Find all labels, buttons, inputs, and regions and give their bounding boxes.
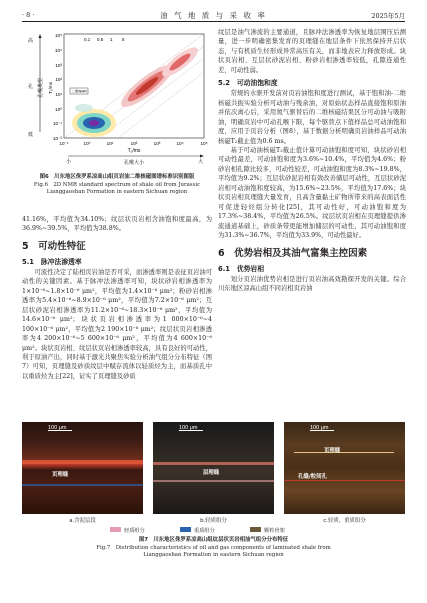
fig7-legend	[110, 527, 330, 535]
section-6-heading: 6 优势岩相及其油气富集主控因素	[218, 247, 368, 259]
y-tick: 10³	[55, 63, 62, 68]
scale-bar-label: 100 μm	[310, 425, 329, 431]
t1t2-label-2: 1	[110, 37, 113, 42]
fig6-caption-cn: 图6 川东地区侏罗系凉高山组页岩油二维核磁图谱标准识别图版	[39, 174, 195, 180]
page-header	[22, 8, 405, 22]
y-label: 孔喉类型	[38, 77, 44, 99]
legend-2dnmr: 二维NMR	[71, 89, 87, 94]
t1t2-label-0: 0.1	[84, 37, 91, 42]
section-5-1-heading: 5.1 脉冲法渗透率	[22, 257, 82, 266]
page-number: · 8 ·	[22, 11, 35, 19]
fig6-x-ticks	[59, 141, 207, 146]
fig6-caption-en-2: Lianggaoshan Formation in eastern Sichuan region	[46, 189, 188, 195]
t1t2-label-1: 0.5	[97, 37, 104, 42]
panel-b-label: 层理缝	[203, 470, 220, 476]
fig7-panel-a	[22, 422, 143, 514]
fig6-y-ticks	[53, 33, 63, 141]
fig7-sub-b: b.轻质组分	[200, 518, 227, 524]
left-top: 高	[28, 38, 34, 44]
panel-c-label-1: 页理缝	[324, 448, 341, 454]
legend-swatch-heavy	[180, 527, 191, 532]
x-tick: 10⁻¹	[59, 141, 69, 146]
y-tick: 10⁻¹	[52, 121, 62, 126]
x-tick: 10³	[153, 141, 161, 146]
legend-swatch-light	[110, 527, 121, 532]
panel-a-label: 页理缝	[52, 472, 69, 478]
paragraph: 41.16%，平均值为34.10%；纹层状页岩相含油饱和度最高，为36.9%~39.5%，平均值为38.8%。	[22, 216, 212, 233]
legend-swatch-grain	[250, 527, 261, 532]
paragraph: 常规的水驱开发前对页岩油饱和度进行测试，基于饱和油-二维核磁共振实验分析可动油与残余油，对原始状态样品直接饱和原油并依次离心后，采用氮气驱替后的二维核磁结果区分可动油与吸附油，明确页岩中可动孔喉下限，每个驱替点下值样品总可动油饱和度，应用于页岩分析（图8），基于数据分析明确页岩油样品可动油核磁T₂截止值为0.6 ms。	[218, 90, 406, 145]
y-tick: 10⁵	[54, 33, 62, 38]
fig7-caption-cn: 图7 川东地区侏罗系凉高山组纹层状页岩相油气组分分布特征	[138, 537, 289, 543]
y-unit: T₂/ms	[48, 82, 53, 94]
paragraph: 可流性决定了陆相页岩油是否可采，而渗透率则是表征页岩油可动性的关键因素。基于脉冲法渗透率可知，块状砂岩相渗透率为1×10⁻⁶~1.8×10⁻⁶ μm²，平均值为1.4×10⁻⁶ μm²；粉砂岩相渗透率为5.4×10⁻⁶~8.9×10⁻⁶ μm²，平均值为7.2×10⁻⁶ μm²；互层状砂泥岩相渗透率为11.2×10⁻⁶~18.3×10⁻⁶ μm²，平均值为14.6×10⁻⁶ μm²；块状页岩相渗透率为1 000×10⁻⁶~4 100×10⁻⁶ μm²，平均值为2 190×10⁻⁶ μm²；纹层状页岩相渗透率为4 200×10⁻⁶~5 600×10⁻⁶ μm²，平均值为4 600×10⁻⁶ μm²。块状页岩相、纹层状页岩相渗透率较高，具有良好的可动性，利于原油产出，同时基于激光共聚焦实验分析油气组分分布特征（图7）可知，页理缝及砂质纹层中赋存流体以轻质烃为主，而基质孔中以重质烃为主[22]，证实了页理缝及砂质	[22, 268, 212, 380]
section-5-heading: 5 可动性特征	[22, 240, 86, 252]
panel-c-label-2: 孔缝/粒间孔	[298, 474, 327, 480]
x-tick: 10⁰	[83, 141, 91, 146]
x-tick: 10⁵	[200, 141, 208, 146]
scale-bar-label: 100 μm	[179, 425, 198, 431]
x-label: 孔喉大小	[123, 160, 145, 166]
y-tick: 10¹	[55, 92, 62, 97]
fig7-panel-b	[153, 422, 274, 514]
left-bot: 低	[28, 132, 34, 138]
scale-bar-label: 100 μm	[48, 425, 67, 431]
paragraph: 基于可动油核磁T₂截止值计算可动油饱和度可知，块状砂岩相可动性最差，可动油饱和度为3.6%~10.4%，平均值为4.6%；粉砂岩相孔隙比较多，可动性较差，可动油饱和度为8.3%~19.8%，平均值为9.2%；互层状砂泥岩相有效改善储层可动性，互层状砂泥岩相可动油饱和度较高，为15.6%~23.5%，平均值为17.6%；块状页岩相页理缝大量发育，且高含量黏土矿物所带来的高表面活性可促进轻烃组分转化[25]，其可动性好，可动油饱和度为17.3%~38.4%，平均值为26.5%。纹层状页岩相在页理缝提供渗流通道基础上，砂质条带更能增加储层的可动性，其可动油饱和度为31.3%~36.7%，平均值为33.9%，可动性最好。	[218, 146, 406, 240]
x-unit: T₁/ms	[127, 148, 141, 154]
figure-6	[22, 28, 212, 213]
y-tick: 10⁰	[55, 107, 62, 112]
x-tick: 10¹	[106, 141, 114, 146]
left-column	[22, 215, 212, 381]
left-mid: 孔	[28, 84, 34, 90]
journal-title: 油 气 地 质 与 采 收 率	[160, 11, 267, 20]
legend-heavy: 重质组分	[194, 528, 215, 534]
right-column	[218, 28, 406, 293]
fig7-panel-c	[284, 422, 405, 514]
y-tick: 10⁴	[54, 48, 62, 53]
figure-7-caption	[22, 537, 405, 560]
section-6-1-heading: 6.1 优势岩相	[218, 264, 265, 273]
fig7-caption-en-1: Fig.7 Distribution characteristics of oil and gas components of laminated shale from	[96, 544, 331, 551]
fig6-caption-en-1: Fig.6 2D NMR standard spectrum of shale oil from Jurassic	[33, 181, 201, 188]
legend-light: 轻质组分	[124, 528, 145, 534]
legend-grain: 颗粒骨架	[264, 528, 285, 534]
paragraph: 纹层是油气渗流的主要通道，且脉冲法渗透率为恢复地层围压后测量，进一步明确密集发育的页理缝在地层条件下依然保持开启状态，与有机质生烃形成异常高压有关，而非地表应力释放形成。块状页岩相、互层状砂泥岩相、粉砂岩相渗透率较低，孔隙连通性差，可动性弱。	[218, 29, 406, 74]
fig7-caption-en-2: Lianggaoshan Formation in eastern Sichuan region	[143, 552, 284, 558]
x-big: 大	[198, 159, 204, 165]
fig7-sub-a: a.含泥层段	[69, 518, 96, 524]
x-small: 小	[66, 159, 72, 165]
y-tick: 10⁻²	[52, 136, 62, 141]
issue-date: 2025年5月	[371, 12, 405, 20]
t1t2-label-3: 5	[122, 37, 125, 42]
fig6-nmr-chart	[22, 28, 212, 168]
x-tick: 10⁴	[176, 141, 184, 146]
y-tick: 10²	[55, 77, 62, 82]
x-tick: 10²	[130, 141, 138, 146]
section-5-2-heading: 5.2 可动油饱和度	[218, 79, 278, 88]
paragraph: 划分页岩油优势岩相是进行页岩油高效勘探开发的关键。综合川东地区凉高山组不同岩相页岩油	[218, 275, 406, 292]
fig7-sub-c: c.轻质、重质组分	[323, 518, 366, 524]
